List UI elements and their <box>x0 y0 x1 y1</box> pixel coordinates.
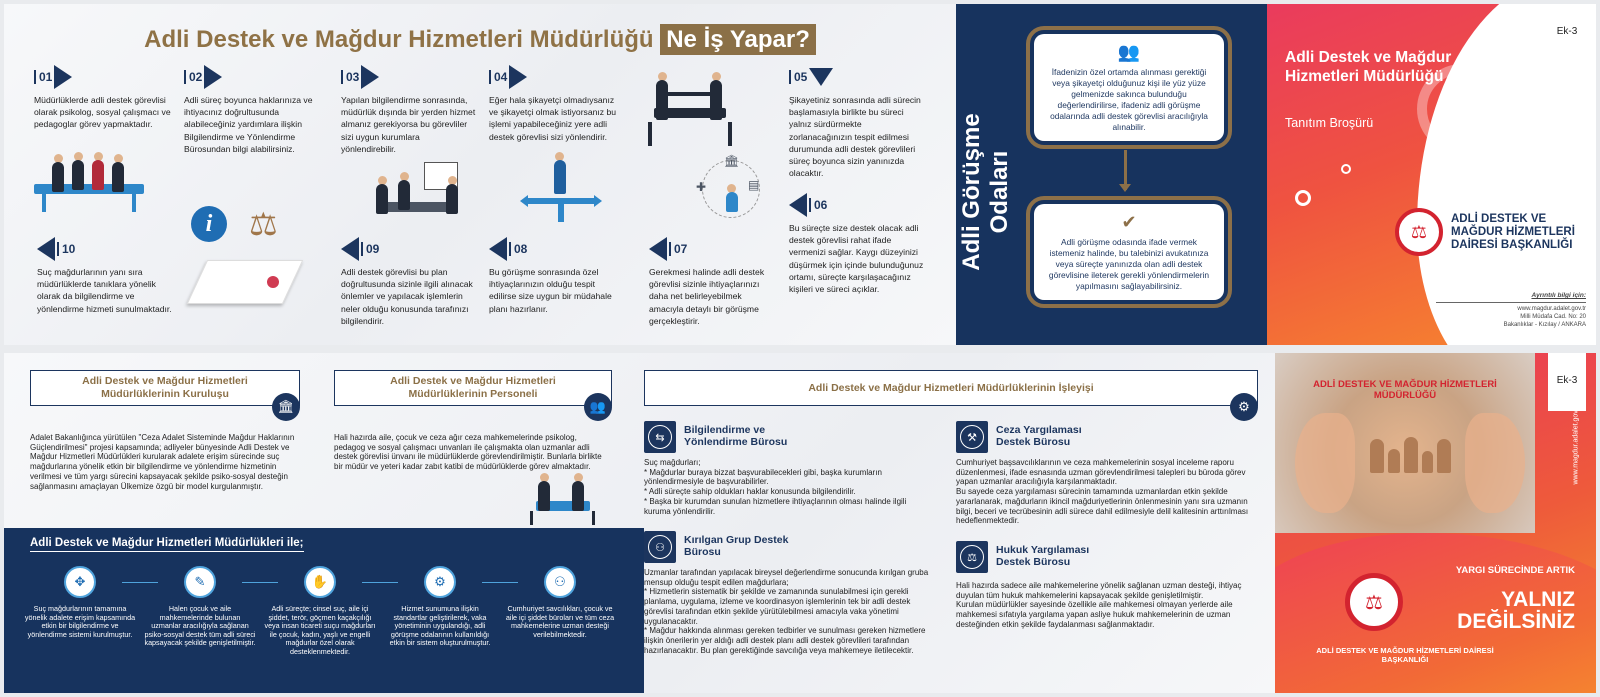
interview-box-1 <box>1034 34 1224 141</box>
achievement-text: Adli süreçte; cinsel suç, aile içi şiddet, terör, göçmen kaçakçılığı veya insan ticareti suçu mağdurları ile çocuk, kadın, yaşlı ve engelli mağdurlar özel olarak desteklenmektedir. <box>264 604 376 656</box>
contact-info <box>1436 292 1586 329</box>
arrow-left-icon <box>489 237 507 261</box>
achievements-band <box>4 528 644 693</box>
step-number: 07 <box>669 242 687 256</box>
info-direction-icon: ⇆ <box>648 425 672 449</box>
step-10 <box>37 236 172 315</box>
interview-box-2 <box>1034 204 1224 300</box>
document-icon <box>187 260 304 304</box>
step-text: Eğer hala şikayetçi olmadıysanız ve şikayetçi olmak istiyorsanız bu işlemi yapabileceğiniz yere adli destek görevlisi sizi yönlendirir. <box>489 95 617 142</box>
step-text: Şikayetiniz sonrasında adli sürecin başlamasıyla birlikte bu süreci yalnız sürdürmekte zorlanacağınızın tespit edilmesi durumunda adli destek görevlileri süreç boyunca sizin yanınızda olacaktır. <box>789 95 921 179</box>
step-number: 01 <box>34 70 52 84</box>
bureau-title: Bilgilendirme ve Yönlendirme Bürosu <box>684 424 788 448</box>
step-01 <box>34 64 184 131</box>
step-number: 09 <box>361 242 379 256</box>
achievements-title: Adli Destek ve Mağdur Hizmetleri Müdürlükleri ile; <box>30 537 304 552</box>
interview-box-text: İfadenizin özel ortamda alınması gerektiği veya şikayetçi olduğunuz kişi ile yüz yüze gelmenizde sakınca bulunduğu değerlendirilirse, ifadeniz adli görüşme odalarında adli destek görevlisi aracılığıyla alınabilir. <box>1050 67 1208 132</box>
people-icon: ⚇ <box>544 566 576 598</box>
step-02 <box>184 64 324 155</box>
step-number: 02 <box>184 70 202 84</box>
establishment-text: Adalet Bakanlığınca yürütülen "Ceza Adalet Sisteminde Mağdur Haklarının Güçlendirilmesi" projesi kapsamında; adliyeler bünyesinde Adli Destek ve Mağdur Hizmetleri Müdürlükleri kurularak adalete erişim sürecinde suç mağdurlarına yönelik etkin bir bilgilendirme ve yönlendirme hizmetinin verilmesi ve tüm yargı sürecini kapsayacak şekilde psiko-sosyal desteğin sağlanmasını amaçlayan Ülkemize özgü bir model kurgulanmıştır. <box>30 433 295 491</box>
back-cover-title: ADLİ DESTEK VE MAĞDUR HİZMETLERİ MÜDÜRLÜĞÜ <box>1313 379 1497 401</box>
bureau-icon <box>644 421 676 453</box>
step-number: 05 <box>789 70 807 84</box>
arrow-left-icon <box>789 193 807 217</box>
step-07 <box>649 236 774 327</box>
achievement-text: Halen çocuk ve aile mahkemelerinde bulunan uzmanlar aracılığıyla sağlanan psiko-sosyal destek tüm adli süreci kapsayacak şekilde genişletilmiştir. <box>144 604 256 648</box>
department-name: ADLİ DESTEK VE MAĞDUR HİZMETLERİ DAİRESİ BAŞKANLIĞI <box>1451 213 1575 251</box>
arrow-down-icon <box>809 68 833 86</box>
cover-title: Adli Destek ve Mağdur Hizmetleri Müdürlüğü <box>1285 49 1452 85</box>
personnel-heading: Adli Destek ve Mağdur Hizmetleri Müdürlüklerinin Personeli <box>334 370 612 406</box>
arrow-left-icon <box>37 237 55 261</box>
step-text: Müdürlüklerde adli destek görevlisi olarak psikolog, sosyal çalışmacı ve pedagoglar görev yapmaktadır. <box>34 95 171 130</box>
step-text: Bu süreçte size destek olacak adli destek görevlisi rahat ifade vermenizi sağlar. Kaygı düzeyinizi düşürmek için içinde bulunduğunuz ortamı, süreçte karşılaşacağınız kişileri ve süreci açıklar. <box>789 223 924 295</box>
meeting-illustration <box>372 162 472 232</box>
achievement-text: Hizmet sunumuna ilişkin standartlar geliştirilerek, vaka yönetiminin uygulandığı, adli görüşme odalarının kullanıldığı etkin bir sistem oluşturulmuştur. <box>389 604 491 648</box>
helping-hand-icon: ✋ <box>304 566 336 598</box>
achievement-text: Suç mağdurlarının tamamına yönelik adalete erişim kapsamında etkin bir bilgilendirme ve yönlendirme sistemi kurulmuştur. <box>24 604 136 639</box>
step-number: 06 <box>809 198 827 212</box>
step-03 <box>341 64 476 155</box>
establishment-heading: Adli Destek ve Mağdur Hizmetleri Müdürlüklerinin Kuruluşu <box>30 370 300 406</box>
handshake-illustration <box>528 473 598 525</box>
bureau-title: Ceza Yargılaması Destek Bürosu <box>996 424 1082 448</box>
achievement-item <box>504 566 616 639</box>
what-we-do-panel <box>4 4 956 345</box>
arrow-down-icon <box>1119 184 1131 192</box>
main-title: Adli Destek ve Mağdur Hizmetleri Müdürlüğü Ne İş Yapar? <box>4 26 956 54</box>
annex-label: Ek-3 <box>1544 4 1590 64</box>
arrow-right-icon <box>509 65 527 89</box>
panel-team-illustration <box>34 150 144 212</box>
bureau-title: Hukuk Yargılaması Destek Bürosu <box>996 544 1090 568</box>
contact-address: Milli Müdafa Cad. No: 20 <box>1520 314 1586 320</box>
operation-heading: Adli Destek ve Mağdur Hizmetleri Müdürlüklerinin İşleyişi <box>644 370 1258 406</box>
institutions-circle-illustration <box>696 154 766 224</box>
step-text: Yapılan bilgilendirme sonrasında, müdürlük dışında bir yerden hizmet almanız gerekiyorsa bu görevliler sizi uygun kurumlara yönlendirebilir. <box>341 95 476 154</box>
meeting-people-icon: 👥 <box>1117 42 1141 62</box>
website-url[interactable]: www.magdur.adalet.gov.tr <box>1572 404 1580 485</box>
vulnerable-group-icon: ⚇ <box>648 535 672 559</box>
arrow-right-icon <box>361 65 379 89</box>
achievement-item <box>24 566 136 639</box>
cover-subtitle: Tanıtım Broşürü <box>1285 116 1374 130</box>
gears-icon: ⚙ <box>1230 393 1258 421</box>
achievement-text: Cumhuriyet savcılıkları, çocuk ve aile içi şiddet büroları ve tüm ceza mahkemelerine uzman desteği verilebilmektedir. <box>505 604 615 639</box>
step-text: Suç mağdurlarının yanı sıra müdürlüklerde tanıklara yönelik olarak da bilgilendirme ve yönlendirme hizmeti sunulmaktadır. <box>37 267 172 314</box>
bureau-text: Cumhuriyet başsavcılıklarının ve ceza mahkemelerinin sosyal inceleme raporu düzenlenmesi, ifade esnasında uzman görevlendirilmesi talepleri bu büroda görev yapan uzmanlar aracılığıyla karşılanmaktadır. Bu sayede ceza yargılaması sürecinin tamamında uzmanlardan etkin şekilde yararlanarak, mağdurların ikincil mağduriyetlerinin önlenmesinin yanı sıra uzmanın bilgi, beceri ve tecrübesinin adli sürece dahil edilmesiyle delil kalitesinin arttırılması hedeflenmektedir. <box>956 458 1249 526</box>
handshake-illustration <box>644 64 736 148</box>
document-icon: ▤ <box>748 178 760 192</box>
interview-rooms-panel <box>956 4 1267 345</box>
arrow-right-icon <box>54 65 72 89</box>
stamp-icon <box>267 276 279 288</box>
annex-label: Ek-3 <box>1548 353 1586 411</box>
main-title-highlight: Ne İş Yapar? <box>660 24 816 55</box>
step-text: Adli destek görevlisi bu plan doğrultusunda sizinle ilgili alınacak önlemler ve yapılacak işlemlerin neler olduğu konusunda tarafınızı bilgilendirir. <box>341 267 473 326</box>
gear-icon: ⚙ <box>424 566 456 598</box>
bureau-icon <box>956 421 988 453</box>
brochure-outside-page <box>4 4 1596 345</box>
step-09 <box>341 236 476 327</box>
step-05 <box>789 64 924 179</box>
achievement-item <box>384 566 496 648</box>
bureau-text: Hali hazırda sadece aile mahkemelerine yönelik sağlanan uzman desteği, ihtiyaç duyulan tüm hukuk mahkemelerini kapsayacak şekilde genişletilmiştir. Kurulan müdürlükler sayesinde özellikle aile mahkemesi olmayan yerlerde aile mahkemesi sıfatıyla yargılama yapan asliye hukuk mahkemelerinin de uzman desteğinden etkin şekilde faydalanması sağlanmaktadır. <box>956 581 1242 629</box>
bureau-text: Suç mağdurları; * Mağdurlar buraya bizzat başvurabilecekleri gibi, başka kurumların yönlendirmesiyle de başvurabilirler. * Adli süreçte sahip oldukları haklar konusunda bilgilendirilir. * Başka bir kurumdan sunulan hizmetlere ihtiyaçlarının olması halinde ilgili kuruma yönlendirilir. <box>644 458 907 516</box>
arrow-left-icon <box>649 237 667 261</box>
brochure-back-cover <box>1275 353 1596 693</box>
step-text: Gerekmesi halinde adli destek görevlisi sizinle ihtiyaçlarınızı daha net belirleyebilmek amacıyla detaylı bir görüşme gerçekleştirir. <box>649 267 765 326</box>
step-number: 08 <box>509 242 527 256</box>
contact-info-heading: Ayrıntılı bilgi için: <box>1531 292 1586 299</box>
inside-panels <box>4 353 1275 693</box>
scales-of-justice-icon: ⚖ <box>249 206 278 242</box>
building-icon: 🏛 <box>724 154 740 168</box>
step-04 <box>489 64 624 143</box>
info-icon: i <box>191 206 227 242</box>
arrow-right-icon <box>204 65 222 89</box>
ministry-seal-icon: ⚖ <box>1395 208 1443 256</box>
building-icon: 🏛 <box>272 393 300 421</box>
step-text: Bu görüşme sonrasında özel ihtiyaçlarınızın olduğu tespit edilirse size uygun bir müdahale planı hazırlanır. <box>489 267 612 314</box>
achievement-item <box>144 566 256 648</box>
achievement-item <box>264 566 376 657</box>
ministry-seal-icon: ⚖ <box>1345 573 1403 631</box>
step-number: 03 <box>341 70 359 84</box>
scales-icon: ⚖ <box>960 545 984 569</box>
step-08 <box>489 236 619 315</box>
people-check-icon: ✔ <box>1121 212 1137 232</box>
direction-icon: ✥ <box>64 566 96 598</box>
bureau-icon <box>644 531 676 563</box>
contact-address: Bakanlıklar - Kızılay / ANKARA <box>1503 322 1586 328</box>
department-name: ADLİ DESTEK VE MAĞDUR HİZMETLERİ DAİRESİ BAŞKANLIĞI <box>1316 646 1494 664</box>
bureau-text: Uzmanlar tarafından yapılacak bireysel değerlendirme sonucunda kırılgan gruba mensup olduğu tespit edilen mağdurlara; * Hizmetlerin sistematik bir şekilde ve zamanında sunulabilmesi için gerekli planlama, uygulama, izleme ve koordinasyon işlemlerinin tek bir adli destek görevlisi tarafından etkin şekilde yürütülebilmesi amacıyla vaka yönetimi uygulanacaktır. * Mağdur hakkında alınması gereken tedbirler ve sunulması gereken hizmetlere ilişkin önerilerin yer aldığı adli destek planı adli destek görevlileri tarafından hazırlanacaktır. Bu plan gerektiğinde savcılığa veya mahkemeye iletilecektir. <box>644 568 929 655</box>
slogan-line-1: YARGI SÜRECİNDE ARTIK <box>1455 565 1575 576</box>
bureau-icon <box>956 541 988 573</box>
step-number: 04 <box>489 70 507 84</box>
brochure-inside-page <box>4 353 1596 693</box>
bureau-title: Kırılgan Grup Destek Bürosu <box>684 534 789 558</box>
brochure-front-cover <box>1267 4 1596 345</box>
direction-person-illustration <box>526 152 596 230</box>
interview-box-text: Adli görüşme odasında ifade vermek istemeniz halinde, bu talebinizi avukatınıza veya süreçte yanınızda olan adli destek görevlisine ileterek gerekli yönlendirmelerin yapılmasını sağlayabilirsiniz. <box>1048 237 1210 291</box>
step-text: Adli süreç boyunca haklarınıza ve ihtiyacınız doğrultusunda alabileceğiniz yardımlara ilişkin Bilgilendirme ve Yönlendirme Bürosundan bilgi alabilirsiniz. <box>184 95 313 154</box>
info-document-illustration <box>189 204 299 314</box>
team-icon: 👥 <box>584 393 612 421</box>
contact-url[interactable]: www.magdur.adalet.gov.tr <box>1436 302 1586 313</box>
document-check-icon: ✎ <box>184 566 216 598</box>
arrow-left-icon <box>341 237 359 261</box>
personnel-text: Hali hazırda aile, çocuk ve ceza ağır ceza mahkemelerinde psikolog, pedagog ve sosyal çalışmacı unvanları ile çalışmakta olan uzmanlar adli destek görevlisi ünvanı ile müdürlüklerde görevlendirilmiştir. Bunlarla birlikte bir müdür ve yeteri kadar zabıt katibi de müdürlüklerde görev almaktadır. <box>334 433 602 472</box>
slogan-line-2: YALNIZ DEĞİLSİNİZ <box>1457 588 1575 633</box>
hospital-icon: ✚ <box>696 180 707 194</box>
step-number: 10 <box>57 242 75 256</box>
gavel-icon: ⚒ <box>960 425 984 449</box>
interview-rooms-title: Adli Görüşme Odaları <box>958 113 1013 271</box>
step-06 <box>789 192 924 295</box>
